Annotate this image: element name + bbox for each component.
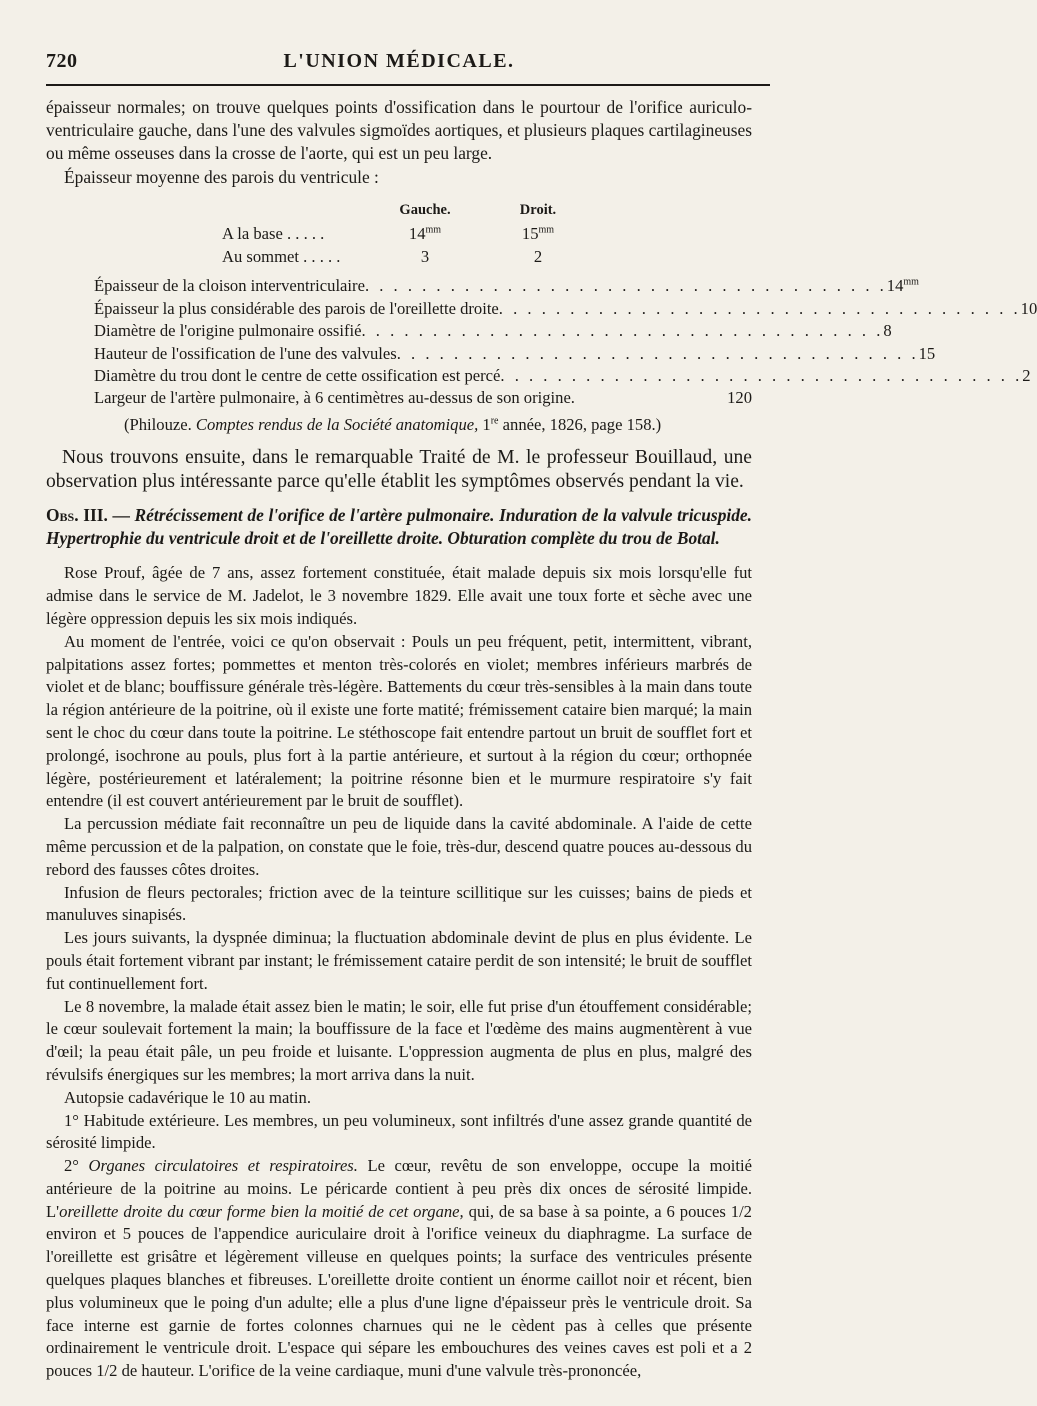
- list-item: Diamètre de l'origine pulmonaire ossifié . . . . . . . . . . . . . . . . . . . . . . . . . . . . . . . . . . . . . 8: [94, 321, 892, 341]
- table-row: Au sommet . . . . . 3 2: [222, 247, 543, 267]
- list-item: Largeur de l'artère pulmonaire, à 6 centimètres au-dessus de son origine. 120: [94, 388, 752, 408]
- header-rule: [46, 84, 770, 86]
- list-item: Hauteur de l'ossification de l'une des valvules . . . . . . . . . . . . . . . . . . . . . . . . . . . . . . . . . . . . . 15: [94, 343, 936, 363]
- col-left-header: Gauche.: [399, 201, 451, 218]
- thickness-heading: Épaisseur moyenne des parois du ventricule :: [64, 166, 379, 187]
- paragraph: Infusion de fleurs pectorales; friction avec de la teinture scillitique sur les cuisses; bains de pieds et manuluves sinapisés.: [46, 882, 752, 925]
- intro-paragraph: épaisseur normales; on trouve quelques points d'ossification dans le pourtour de l'orifice auriculo-ventriculaire gauche, dans l'une des valvules sigmoïdes aortiques, et plusieurs plaques cartilagineuses ou même osseuses dans la crosse de l'aorte, qui est un peu large.: [46, 97, 752, 164]
- list-item: Épaisseur de la cloison interventriculaire . . . . . . . . . . . . . . . . . . . . . . . . . . . . . . . . . . . . . $14^{mm}$: [94, 276, 919, 296]
- table-row: A la base . . . . . $14^{mm}$ $15^{mm}$: [222, 224, 555, 244]
- article-body: [46, 96, 1037, 1383]
- paragraph: La percussion médiate fait reconnaître un peu de liquide dans la cavité abdominale. A l'aide de cette même percussion et de la palpation, on constate que le foie, très-dur, descend quatre pouces au-dessous du rebord des fausses côtes droites.: [46, 814, 752, 879]
- citation: (Philouze. Comptes rendus de la Société anatomique, 1re année, 1826, page 158.): [124, 414, 662, 434]
- observation-heading: Obs. III. — Rétrécissement de l'orifice de l'artère pulmonaire. Induration de la valvule tricuspide. Hypertrophie du ventricule droit et de l'oreillette droite. Obturation complète du trou de Botal.: [46, 504, 752, 549]
- transition-paragraph: Nous trouvons ensuite, dans le remarquable Traité de M. le professeur Bouillaud, une observation plus intéressante parce qu'elle établit les symptômes observés pendant la vie.: [46, 446, 752, 492]
- list-item: Diamètre du trou dont le centre de cette ossification est percé . . . . . . . . . . . . . . . . . . . . . . . . . . . . . . . . . . . . . 2: [94, 365, 1031, 385]
- thickness-table: [222, 199, 588, 269]
- col-right-header: Droit.: [519, 201, 557, 218]
- page-header: [46, 50, 752, 78]
- paragraph: Le 8 novembre, la malade était assez bien le matin; le soir, elle fut prise d'un étouffement considérable; le cœur soulevait fortement la main; la bouffissure de la face et l'œdème des mains augmentèrent à vue d'œil; la peau était pâle, un peu froide et luisante. L'oppression augmenta de plus en plus, malgré des révulsifs énergiques sur les membres; la mort arriva dans la nuit.: [46, 996, 752, 1084]
- paragraph: 1° Habitude extérieure. Les membres, un peu volumineux, sont infiltrés d'une assez grande quantité de sérosité limpide.: [46, 1110, 752, 1153]
- page-number: 720: [46, 50, 78, 72]
- paragraph: Autopsie cadavérique le 10 au matin.: [64, 1087, 311, 1107]
- paragraph: Les jours suivants, la dyspnée diminua; la fluctuation abdominale devint de plus en plus évidente. Le pouls était fortement vibrant par instant; le frémissement cataire perdit de son intensité; le bruit de soufflet fut continuellement fort.: [46, 928, 752, 993]
- list-item: Épaisseur la plus considérable des parois de l'oreillette droite . . . . . . . . . . . . . . . . . . . . . . . . . . . . . . . . . . . . . 10: [94, 298, 1037, 318]
- paragraph: Rose Prouf, âgée de 7 ans, assez fortement constituée, était malade depuis six mois lorsqu'elle fut admise dans le service de M. Jadelot, le 3 novembre 1829. Elle avait une toux forte et sèche avec une légère oppression depuis les six mois indiqués.: [46, 563, 752, 628]
- paragraph: Au moment de l'entrée, voici ce qu'on observait : Pouls un peu fréquent, petit, intermittent, vibrant, palpitations assez fortes; pommettes et menton très-colorés en violet; membres inférieurs marbrés de violet et de blanc; bouffissure générale très-légère. Battements du cœur très-sensibles à la main dans toute la région antérieure de la poitrine, où il existe une forte matité; frémissement cataire bien marqué; la main sent le choc du cœur dans toute la poitrine. Le stéthoscope fait entendre partout un bruit de soufflet fort et prolongé, isochrone au pouls, plus fort à la partie antérieure, et surtout à la région du cœur; orthopnée légère, postérieurement et latéralement; la poitrine résonne bien et le murmure respiratoire s'y fait entendre (il est couvert antérieurement par le bruit de soufflet).: [46, 631, 752, 811]
- running-title: L'UNION MÉDICALE.: [283, 50, 515, 72]
- organs-paragraph: 2° Organes circulatoires et respiratoires. Le cœur, revêtu de son enveloppe, occupe la moitié antérieure de la poitrine au moins. Le péricarde contient à peu près dix onces de sérosité limpide. L'oreillette droite du cœur forme bien la moitié de cet organe, qui, de sa base à sa pointe, a 6 pouces 1/2 environ et 5 pouces de l'appendice auriculaire droit à l'orifice veineux du diaphragme. La surface de l'oreillette est grisâtre et légèrement villeuse en quelques points; la surface des ventricules présente quelques plaques blanches et fibreuses. L'oreillette droite contient un énorme caillot noir et récent, bien plus volumineux que le poing d'un adulte; elle a plus d'une ligne d'épaisseur près le ventricule droit. Sa face interne est garnie de fortes colonnes charnues qui ne le cèdent pas à celles que présente ordinairement le ventricule droit. L'espace qui sépare les embouchures des veines caves est poli et a 2 pouces 1/2 de hauteur. L'orifice de la veine cardiaque, muni d'une valvule très-prononcée,: [46, 1156, 752, 1381]
- measurement-list: [94, 274, 1037, 408]
